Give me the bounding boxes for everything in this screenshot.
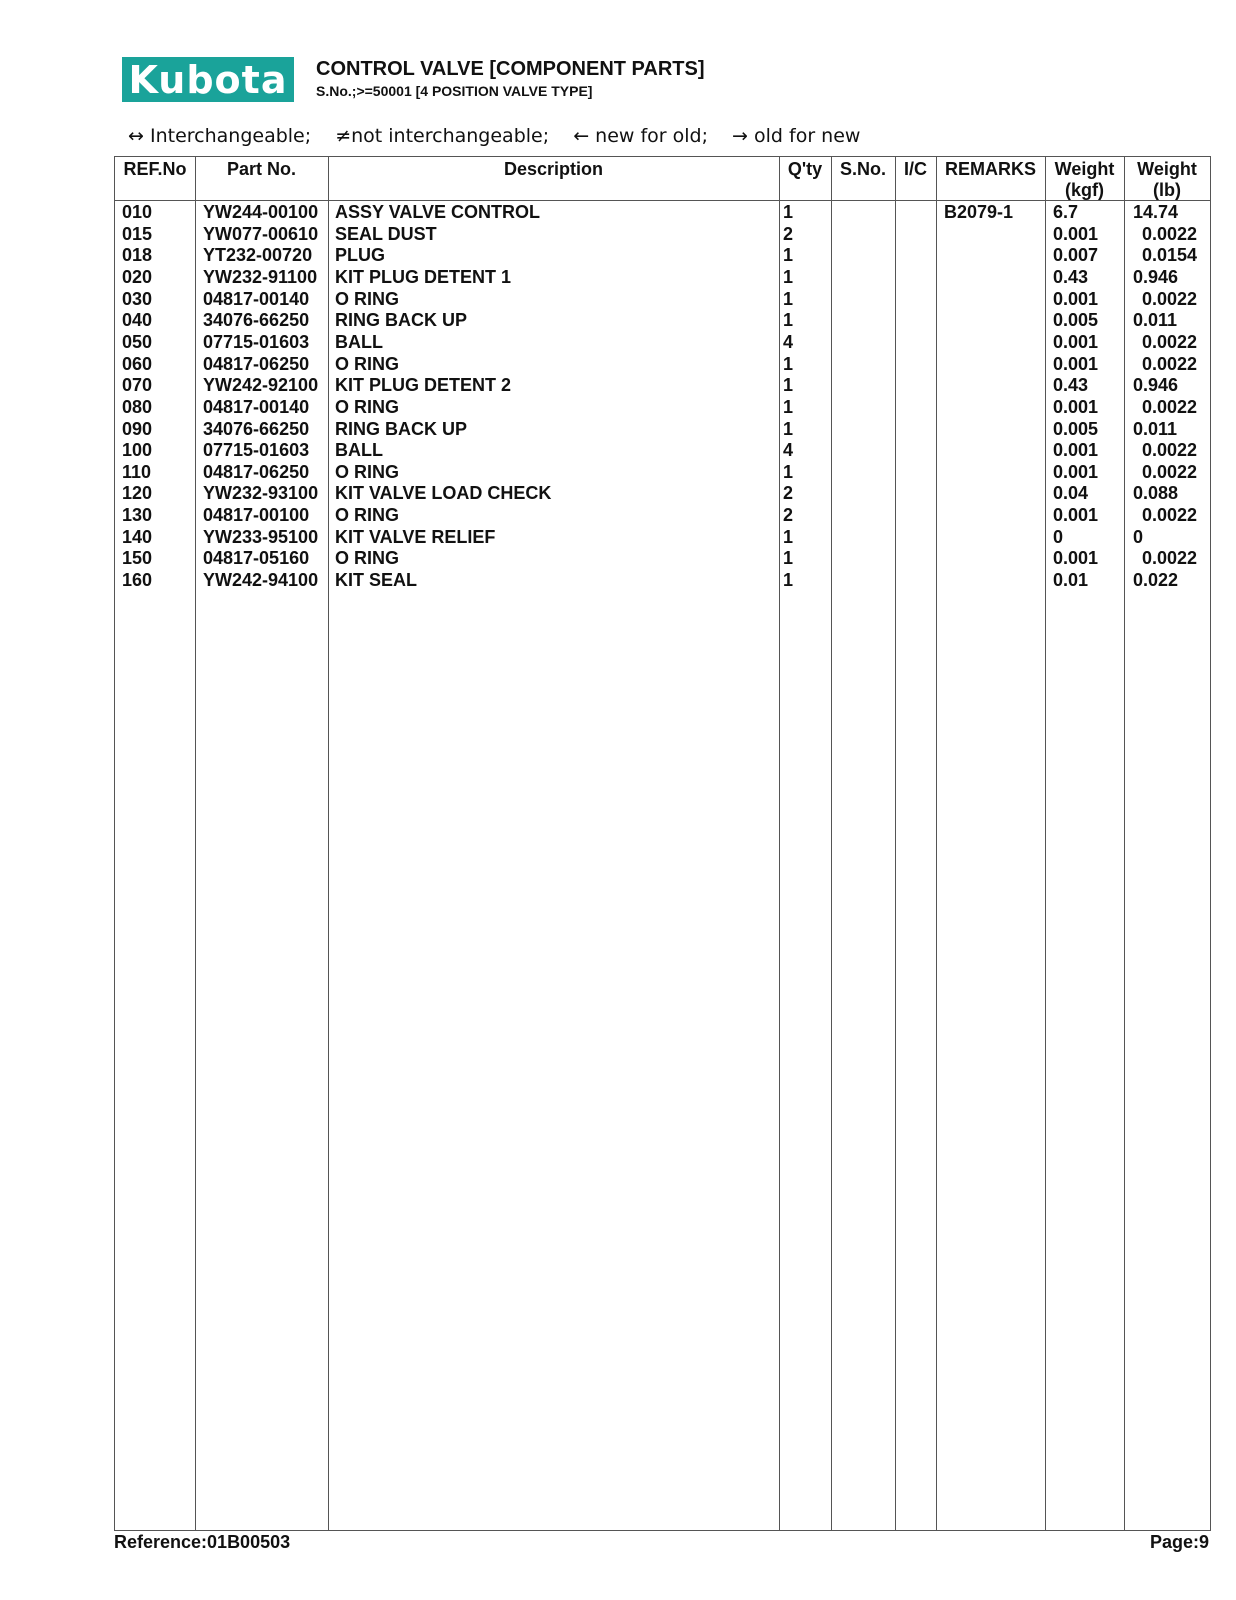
cell-weight-lb: 0.0022: [1142, 461, 1198, 482]
cell-description: PLUG: [335, 245, 386, 266]
table-row: [115, 331, 1210, 353]
cell-description: KIT PLUG DETENT 2: [335, 375, 512, 396]
table-row: [115, 482, 1210, 504]
cell-qty: 1: [783, 396, 794, 417]
cell-weight-kgf: 0.007: [1053, 245, 1099, 266]
cell-part-no: YT232-00720: [203, 245, 313, 266]
cell-ref: 140: [122, 526, 153, 547]
table-row: [115, 461, 1210, 483]
cell-description: O RING: [335, 353, 400, 374]
cell-weight-kgf: 0.001: [1053, 288, 1099, 309]
cell-weight-kgf: 0.43: [1053, 266, 1089, 287]
cell-description: ASSY VALVE CONTROL: [335, 202, 541, 222]
page-title: CONTROL VALVE [COMPONENT PARTS]: [316, 58, 705, 80]
cell-ref: 080: [122, 396, 153, 417]
cell-qty: 1: [783, 310, 794, 331]
table-row: [115, 223, 1210, 245]
cell-ref: 070: [122, 375, 153, 396]
kubota-logo: [122, 57, 294, 102]
cell-description: O RING: [335, 505, 400, 526]
table-row: [115, 418, 1210, 440]
cell-part-no: 04817-06250: [203, 353, 310, 374]
cell-weight-kgf: 0.001: [1053, 353, 1099, 374]
interchangeability-legend: [128, 125, 878, 147]
cell-description: KIT SEAL: [335, 570, 418, 591]
cell-description: RING BACK UP: [335, 418, 468, 439]
col-header-weight-kgf: Weight (kgf): [1054, 159, 1115, 200]
page-number: Page:9: [1149, 1532, 1209, 1552]
cell-weight-lb: 0.946: [1133, 266, 1179, 287]
cell-weight-lb: 0.011: [1133, 310, 1178, 331]
col-header-qty: Q'ty: [787, 159, 823, 179]
cell-weight-lb: 0.0154: [1142, 245, 1198, 266]
legend-new-for-old: ← new for old;: [573, 125, 708, 147]
table-row: [115, 504, 1210, 526]
cell-part-no: YW242-92100: [203, 375, 319, 396]
cell-part-no: 07715-01603: [203, 331, 310, 352]
cell-qty: 1: [783, 526, 794, 547]
cell-weight-kgf: 0.001: [1053, 461, 1099, 482]
cell-qty: 4: [783, 440, 794, 461]
cell-part-no: 04817-05160: [203, 548, 310, 569]
cell-qty: 2: [783, 483, 794, 504]
cell-qty: 2: [783, 223, 794, 244]
cell-description: KIT PLUG DETENT 1: [335, 266, 512, 287]
table-row: [115, 309, 1210, 331]
cell-weight-lb: 0.011: [1133, 418, 1178, 439]
cell-weight-kgf: 0.01: [1053, 570, 1089, 591]
cell-weight-kgf: 0.001: [1053, 505, 1099, 526]
cell-qty: 1: [783, 570, 794, 591]
cell-description: BALL: [335, 440, 383, 461]
cell-weight-kgf: 0: [1053, 526, 1064, 547]
cell-ref: 100: [122, 440, 153, 461]
cell-qty: 4: [783, 331, 794, 352]
cell-part-no: 34076-66250: [203, 310, 310, 331]
cell-qty: 1: [783, 202, 794, 222]
col-header-remarks: REMARKS: [944, 159, 1036, 179]
table-row: [115, 374, 1210, 396]
cell-qty: 1: [783, 548, 794, 569]
cell-description: O RING: [335, 288, 400, 309]
cell-weight-lb: 0.0022: [1142, 440, 1198, 461]
cell-weight-kgf: 0.005: [1053, 418, 1099, 439]
table-row: [115, 353, 1210, 375]
table-row: [115, 396, 1210, 418]
cell-qty: 2: [783, 505, 794, 526]
cell-description: RING BACK UP: [335, 310, 468, 331]
table-row: [115, 266, 1210, 288]
cell-ref: 010: [122, 202, 153, 222]
cell-description: O RING: [335, 461, 400, 482]
table-row: [115, 569, 1210, 591]
cell-part-no: 04817-00100: [203, 505, 310, 526]
cell-weight-kgf: 0.005: [1053, 310, 1099, 331]
cell-qty: 1: [783, 266, 794, 287]
cell-ref: 160: [122, 570, 153, 591]
not-equal-icon: ≠: [335, 125, 352, 147]
cell-part-no: YW244-00100: [203, 202, 319, 222]
cell-weight-lb: 0.0022: [1142, 505, 1198, 526]
cell-part-no: 04817-00140: [203, 288, 310, 309]
table-row: [115, 439, 1210, 461]
cell-ref: 040: [122, 310, 153, 331]
right-arrow-icon: →: [732, 125, 748, 147]
table-row: [115, 526, 1210, 548]
cell-weight-lb: 14.74: [1133, 202, 1179, 222]
cell-qty: 1: [783, 245, 794, 266]
cell-weight-lb: 0.946: [1133, 375, 1179, 396]
cell-part-no: YW077-00610: [203, 223, 319, 244]
cell-ref: 120: [122, 483, 153, 504]
col-header-part: Part No.: [226, 159, 296, 179]
col-header-ic: I/C: [903, 159, 927, 179]
double-arrow-icon: ↔: [128, 125, 144, 147]
cell-qty: 1: [783, 288, 794, 309]
cell-description: KIT VALVE LOAD CHECK: [335, 483, 552, 504]
parts-table: [114, 156, 1211, 1531]
cell-weight-kgf: 0.001: [1053, 440, 1099, 461]
cell-part-no: 07715-01603: [203, 440, 310, 461]
cell-weight-kgf: 0.001: [1053, 396, 1099, 417]
cell-weight-lb: 0.0022: [1142, 288, 1198, 309]
cell-weight-kgf: 6.7: [1053, 202, 1079, 222]
cell-ref: 030: [122, 288, 153, 309]
cell-weight-lb: 0.022: [1133, 570, 1179, 591]
table-row: [115, 201, 1210, 223]
left-arrow-icon: ←: [573, 125, 590, 147]
cell-description: BALL: [335, 331, 383, 352]
col-header-weight-lb: Weight (lb): [1137, 159, 1197, 200]
cell-weight-kgf: 0.43: [1053, 375, 1089, 396]
cell-weight-lb: 0: [1133, 526, 1144, 547]
col-header-ref: REF.No: [123, 159, 187, 179]
cell-part-no: YW232-93100: [203, 483, 319, 504]
cell-part-no: 04817-00140: [203, 396, 310, 417]
cell-remarks: B2079-1: [944, 202, 1014, 222]
cell-weight-lb: 0.0022: [1142, 548, 1198, 569]
cell-weight-lb: 0.0022: [1142, 396, 1198, 417]
cell-part-no: YW233-95100: [203, 526, 319, 547]
cell-part-no: 34076-66250: [203, 418, 310, 439]
logo-text: Kubota: [128, 57, 288, 102]
cell-part-no: 04817-06250: [203, 461, 310, 482]
cell-weight-lb: 0.0022: [1142, 331, 1198, 352]
cell-ref: 110: [122, 461, 152, 482]
cell-qty: 1: [783, 375, 794, 396]
table-row: [115, 288, 1210, 310]
cell-ref: 090: [122, 418, 153, 439]
cell-qty: 1: [783, 353, 794, 374]
cell-ref: 050: [122, 331, 153, 352]
col-header-sno: S.No.: [839, 159, 886, 179]
cell-ref: 015: [122, 223, 153, 244]
col-header-description: Description: [503, 159, 604, 179]
legend-interchangeable: ↔ Interchangeable;: [128, 125, 312, 147]
cell-weight-lb: 0.088: [1133, 483, 1179, 504]
legend-old-for-new: → old for new: [732, 125, 861, 147]
cell-part-no: YW242-94100: [203, 570, 319, 591]
cell-part-no: YW232-91100: [203, 266, 318, 287]
cell-qty: 1: [783, 461, 794, 482]
cell-weight-kgf: 0.001: [1053, 548, 1099, 569]
table-row: [115, 244, 1210, 266]
cell-description: KIT VALVE RELIEF: [335, 526, 496, 547]
table-row: [115, 547, 1210, 569]
cell-weight-lb: 0.0022: [1142, 353, 1198, 374]
cell-description: O RING: [335, 548, 400, 569]
page-subtitle: S.No.;>=50001 [4 POSITION VALVE TYPE]: [316, 83, 593, 99]
cell-description: O RING: [335, 396, 400, 417]
cell-weight-kgf: 0.001: [1053, 331, 1099, 352]
cell-description: SEAL DUST: [335, 223, 437, 244]
cell-weight-kgf: 0.04: [1053, 483, 1089, 504]
legend-not-interchangeable: ≠not interchangeable;: [335, 125, 550, 147]
cell-ref: 018: [122, 245, 153, 266]
cell-ref: 150: [122, 548, 153, 569]
cell-weight-kgf: 0.001: [1053, 223, 1099, 244]
cell-weight-lb: 0.0022: [1142, 223, 1198, 244]
cell-ref: 130: [122, 505, 153, 526]
cell-qty: 1: [783, 418, 794, 439]
reference-number: Reference:01B00503: [114, 1532, 291, 1552]
cell-ref: 060: [122, 353, 153, 374]
cell-ref: 020: [122, 266, 153, 287]
